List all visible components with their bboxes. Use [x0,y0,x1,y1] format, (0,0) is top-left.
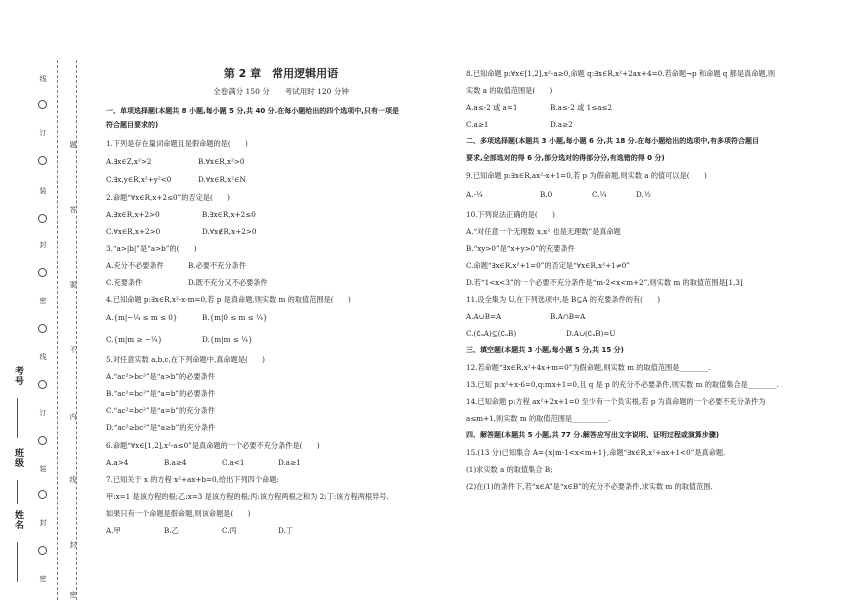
option: C.a<1 [222,458,245,467]
option: A.a≤-2 或 a=1 [466,103,518,112]
option: D.∀x∉R,x+2>0 [202,227,257,236]
question-7-line-2: 甲:x=1 是该方程的根;乙:x=3 是该方程的根;丙:该方程两根之和为 2;丁:该方程两根异号. [106,492,389,501]
question-7-line-3: 如果只有一个命题是假命题,则该命题是( ) [106,509,251,518]
option: A.-¼ [466,190,483,199]
question-10: 10.下列说法正确的是( ) [466,210,555,219]
option: D.A∪(∁ᵤB)=U [566,329,616,338]
option: C.¼ [592,190,607,199]
option: C.a≥1 [466,120,489,129]
question-11: 11.设全集为 U,在下列选项中,是 B⊆A 的充要条件的有( ) [466,295,661,304]
option: B.必要不充分条件 [188,261,246,270]
option: D.a≥2 [550,120,573,129]
section-heading: 一、单项选择题(本题共 8 小题,每小题 5 分,共 40 分.在每小题给出的四个选项中,只有一项是 [106,107,399,115]
section-heading: 二、多项选择题(本题共 3 小题,每小题 6 分,共 18 分.在每小题给出的选项中,有多项符合题目 [466,137,759,145]
question-14-line-2: a≤m+1,则实数 m 的取值范围是__________. [466,414,611,423]
margin-char: 线 [39,75,47,83]
option: A.充分不必要条件 [106,261,164,270]
margin-inner-char: 密 [69,591,77,599]
circle-icon [38,546,47,555]
margin-char: 密 [39,575,47,583]
binding-margin [0,0,86,608]
option: B.a≥4 [164,458,187,467]
class-field[interactable] [17,480,18,504]
margin-inner-char: 题 [69,141,77,149]
circle-icon [38,490,47,499]
circle-icon [38,214,47,223]
option: B.0 [540,190,553,199]
page-subtitle: 全卷满分 150 分 考试用时 120 分钟 [213,87,349,96]
option: A.∃x∈Z,x²>2 [106,157,152,166]
question-12: 12.若命题“∃x∈R,x²+4x+m=0”为假命题,则实数 m 的取值范围是________. [466,363,711,372]
option: B.{m|0 ≤ m ≤ ¼} [202,313,268,322]
option: C.命题“∃x∈R,x²+1=0”的否定是“∀x∈R,x²+1≠0” [466,261,630,270]
option: D.{m|m ≤ ¼} [202,335,253,344]
option: A.a>4 [106,458,129,467]
margin-inner-char: 内 [69,413,77,421]
circle-icon [38,100,47,109]
option: D.a≥1 [278,458,301,467]
section-heading: 要求,全部选对的得 6 分,部分选对的得部分分,有选错的得 0 分) [466,154,665,162]
question-15: 15.(13 分)已知集合 A={x|m-1<x<m+1},命题“∃x∈R,x²+ax+1<0”是真命题. [466,448,726,457]
exam-number-label: 考号 [13,366,23,386]
name-field[interactable] [17,542,18,582]
margin-char: 订 [39,129,47,137]
margin-inner-char: 不 [69,346,77,354]
option: B.A∩B=A [550,312,586,321]
seal-line-outer [57,60,58,600]
question-14: 14.已知命题 p:方程 ax²+2x+1=0 至少有一个负实根,若 p 为真命题的一个必要不充分条件为 [466,397,766,406]
option: A.{m|−¼ ≤ m ≤ 0} [106,313,178,322]
question-2: 2.命题“∀x∈R,x+2≤0”的否定是( ) [106,193,230,202]
margin-char: 封 [39,241,47,249]
name-label: 姓名 [13,510,23,530]
option: B.∃x∈R,x+2≤0 [202,210,256,219]
circle-icon [38,156,47,165]
question-9: 9.已知命题 p:∃x∈R,ax²-x+1=0,若 p 为假命题,则实数 a 的值可以是( ) [466,171,707,180]
option: B.∀x∈R,x²>0 [198,157,245,166]
margin-char: 订 [39,409,47,417]
option: A.∃x∈R,x+2>0 [106,210,160,219]
option: B.“xy>0”是“x+y>0”的充要条件 [466,244,575,253]
question-6: 6.命题“∀x∈[1,2],x²-a≤0”是真命题的一个必要不充分条件是( ) [106,441,320,450]
option: A.“ac²>bc²”是“a>b”的必要条件 [106,372,215,381]
question-8: 8.已知命题 p:∀x∈[1,2],x²-a≥0,命题 q:∃x∈R,x²+2ax+4=0.若命题¬p 和命题 q 都是真命题,则 [466,69,776,78]
margin-char: 装 [39,187,47,195]
option: C.“ac²=bc²”是“a=b”的充分条件 [106,406,215,415]
margin-inner-char: 要 [69,281,77,289]
question-5: 5.对任意实数 a,b,c,在下列命题中,真命题是( ) [106,355,265,364]
option: B.a≤-2 或 1≤a≤2 [550,103,613,112]
margin-inner-char: 封 [69,541,77,549]
exam-number-field[interactable] [17,398,18,438]
question-13: 13.已知 p:x²+x-6=0,q:mx+1=0,且 q 是 p 的充分不必要条件,则实数 m 的取值集合是________. [466,380,779,389]
margin-char: 封 [39,519,47,527]
section-heading: 四、解答题(本题共 5 小题,共 77 分.解答应写出文字说明、证明过程或演算步骤) [466,431,720,439]
option: D.丁 [278,526,293,535]
option: D.若“1<x<3”的一个必要不充分条件是“m-2<x<m+2”,则实数 m 的取值范围是[1,3] [466,278,743,287]
left-column [106,62,456,542]
option: C.∃x,y∈R,x²+y²<0 [106,175,172,184]
margin-inner-char: 答 [69,206,77,214]
question-4: 4.已知命题 p:∃x∈R,x²-x-m=0,若 p 是真命题,则实数 m 的取值范围是( ) [106,295,351,304]
question-15-part-2: (2)在(1)的条件下,若“x∈A”是“x∈B”的充分不必要条件,求实数 m 的取值范围. [466,482,713,491]
option: C.充要条件 [106,278,143,287]
margin-char: 密 [39,297,47,305]
margin-char: 线 [39,353,47,361]
option: A.“对任意一个无理数 x,x² 也是无理数”是真命题 [466,227,621,236]
question-8-line-2: 实数 a 的取值范围是( ) [466,86,553,95]
right-column [466,62,822,502]
option: C.丙 [222,526,237,535]
margin-inner-char: 线 [69,476,77,484]
option: B.乙 [164,526,179,535]
section-heading: 三、填空题(本题共 3 小题,每小题 5 分,共 15 分) [466,346,624,354]
question-7: 7.已知关于 x 的方程 x²+ax+b=0,给出下列四个命题: [106,475,279,484]
option: C.{m|m ≥ −¼} [106,335,163,344]
page-title: 第 2 章 常用逻辑用语 [223,67,339,80]
option: D.“ac²≥bc²”是“a≥b”的充分条件 [106,423,216,432]
circle-icon [38,268,47,277]
class-label: 班级 [13,448,23,468]
circle-icon [38,436,47,445]
option: D.½ [636,190,651,199]
option: C.(∁ᵤA)⊆(∁ᵤB) [466,329,517,338]
option: D.∀x∈R,x²∈N [198,175,246,184]
question-3: 3.“a>|b|”是“a>b”的( ) [106,244,197,253]
option: A.A∪B=A [466,312,502,321]
circle-icon [38,324,47,333]
option: B.“ac²=bc²”是“a=b”的必要条件 [106,389,216,398]
margin-char: 装 [39,465,47,473]
option: D.既不充分又不必要条件 [188,278,268,287]
option: A.甲 [106,526,121,535]
question-15-part-1: (1)求实数 a 的取值集合 B; [466,465,553,474]
question-1: 1.下列是存在量词命题且是假命题的是( ) [106,139,248,148]
option: C.∀x∈R,x+2>0 [106,227,161,236]
section-heading: 符合题目要求的) [106,121,159,129]
circle-icon [38,380,47,389]
